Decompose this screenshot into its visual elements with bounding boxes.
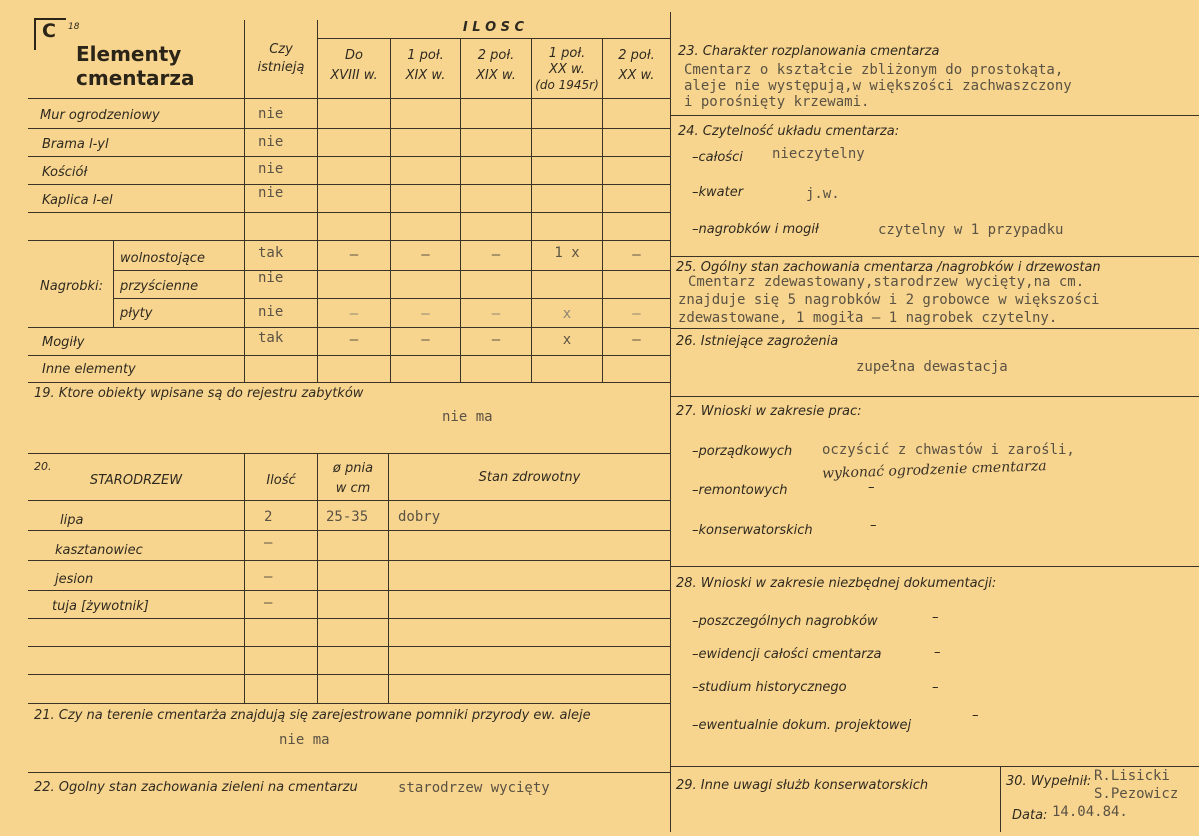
s30-divider <box>1000 766 1001 832</box>
plyty-cell: x <box>562 306 572 322</box>
plyty-value: nie <box>258 304 284 320</box>
wolnostojace-cell: – <box>632 247 641 263</box>
s20-col-starodrzew: STARODRZEW <box>89 473 183 488</box>
row-line <box>113 270 670 271</box>
plyty-cell: – <box>421 306 430 322</box>
s28-item-label: –studium historycznego <box>692 680 847 695</box>
mogily-cell: – <box>632 332 641 348</box>
s30-label: 30. Wypełnił: <box>1006 774 1092 789</box>
period-4-l3: (do 1945r) <box>535 78 599 92</box>
row-line <box>28 382 670 383</box>
mur-label: Mur ogrodzeniowy <box>40 108 160 123</box>
row-line <box>28 240 670 241</box>
wolnostojace-cell: 1 x <box>554 245 580 261</box>
s26-value: zupełna dewastacja <box>856 359 1008 375</box>
s24-calosci-label: –całości <box>692 150 743 165</box>
mogily-cell: – <box>349 332 359 348</box>
s21-value: nie ma <box>279 732 330 748</box>
s28-item-label: –poszczególnych nagrobków <box>692 614 878 629</box>
period-1-l2: XVIII w. <box>330 68 378 83</box>
s19-value: nie ma <box>442 409 493 425</box>
row-line <box>28 560 670 561</box>
s20-row-ilosc: – <box>264 569 273 585</box>
period-2-l1: 1 poł. <box>407 48 444 63</box>
s20-row-ilosc: 2 <box>264 509 273 525</box>
period-3-l2: XIX w. <box>476 68 516 83</box>
kaplica-label: Kaplica l-el <box>42 193 113 208</box>
col-line <box>390 38 391 382</box>
s22-value: starodrzew wycięty <box>398 780 550 796</box>
s25-label: 25. Ogólny stan zachowania cmentarza /nagrobków i drzewostan <box>676 260 1101 275</box>
s24-calosci-value: nieczytelny <box>772 146 865 162</box>
s24-nagrobkow-label: –nagrobków i mogił <box>692 222 819 237</box>
mogily-cell: x <box>562 332 572 348</box>
period-4-l1: 1 poł. <box>548 46 586 61</box>
right-line <box>670 115 1199 116</box>
row-line <box>28 212 670 213</box>
plyty-cell: – <box>349 306 359 322</box>
s23-line: Cmentarz o kształcie zbliżonym do prostokąta, <box>684 62 1064 78</box>
s28-item-label: –ewidencji całości cmentarza <box>692 647 882 662</box>
s27-remontowych-value: – <box>868 480 875 495</box>
wolnostojace-cell: – <box>349 247 359 263</box>
s20-row-name: kasztanowiec <box>55 543 143 558</box>
s26-label: 26. Istniejące zagrożenia <box>676 334 839 349</box>
wolnostojace-cell: – <box>421 247 430 263</box>
mogily-cell: – <box>491 332 501 348</box>
s20-num: 20. <box>34 460 52 473</box>
plyty-cell: – <box>632 306 641 322</box>
s20-row-ilosc: – <box>264 535 273 551</box>
s20-col-line <box>388 453 389 703</box>
brama-value: nie <box>258 134 284 150</box>
s20-row-name: lipa <box>60 513 84 528</box>
wolnostojace-label: wolnostojące <box>120 251 205 266</box>
s27-label: 27. Wnioski w zakresie prac: <box>676 404 862 419</box>
title-line2: cmentarza <box>76 66 195 90</box>
col-line <box>602 38 603 382</box>
col-line <box>460 38 461 382</box>
plyty-cell: – <box>491 306 501 322</box>
col-line <box>113 240 114 327</box>
s20-row-stan: dobry <box>398 509 441 525</box>
s21-top-line <box>28 703 670 704</box>
s25-line: zdewastowane, 1 mogiła – 1 nagrobek czytelny. <box>678 310 1058 326</box>
s20-top-line <box>28 453 670 454</box>
right-line <box>670 256 1199 257</box>
left-header-bottom <box>28 98 670 99</box>
s25-line: znajduje się 5 nagrobków i 2 grobowce w większości <box>678 292 1100 308</box>
s23-label: 23. Charakter rozplanowania cmentarza <box>678 44 940 59</box>
s30-data-label: Data: <box>1012 808 1048 823</box>
s20-col-line <box>244 453 245 703</box>
period-4-l2: XX w. <box>549 62 585 77</box>
czy-header-2: istnieją <box>257 60 305 75</box>
s20-col-pnia-2: w cm <box>335 481 371 496</box>
wolnostojace-cell: – <box>491 247 501 263</box>
nagrobki-label: Nagrobki: <box>40 279 104 294</box>
s20-col-ilosc: Ilość <box>266 473 296 488</box>
s24-nagrobkow-value: czytelny w 1 przypadku <box>878 222 1064 238</box>
ilosc-header: I L O S C <box>462 20 525 35</box>
s24-kwater-value: j.w. <box>806 186 840 202</box>
s20-col-stan: Stan zdrowotny <box>478 470 581 485</box>
s30-name2: S.Pezowicz <box>1094 786 1179 802</box>
s20-row-pnia: 25-35 <box>326 509 369 525</box>
przyscienne-label: przyścienne <box>120 279 199 294</box>
s20-row-name: tuja [żywotnik] <box>52 599 149 614</box>
s23-line: i porośnięty krzewami. <box>684 94 870 110</box>
row-line <box>28 355 670 356</box>
center-divider <box>670 12 671 832</box>
s28-item-value: – <box>934 645 941 660</box>
right-line <box>670 766 1199 767</box>
s27-konserwatorskich-label: –konserwatorskich <box>692 523 813 538</box>
section-number: 18 <box>68 22 80 32</box>
row-line <box>28 618 670 619</box>
s19-label: 19. Ktore obiekty wpisane są do rejestru zabytków <box>34 386 364 401</box>
kosciol-label: Kościół <box>42 165 88 180</box>
wolnostojace-value: tak <box>258 245 284 261</box>
period-1-l1: Do <box>345 48 363 63</box>
s29-label: 29. Inne uwagi służb konserwatorskich <box>676 778 929 793</box>
s28-item-value: – <box>932 680 939 695</box>
row-line <box>28 674 670 675</box>
row-line <box>28 184 670 185</box>
s30-data-value: 14.04.84. <box>1052 804 1128 820</box>
kaplica-value: nie <box>258 185 284 201</box>
s24-label: 24. Czytelność układu cmentarza: <box>678 124 900 139</box>
inne-label: Inne elementy <box>42 362 136 377</box>
row-line <box>28 590 670 591</box>
s27-remontowych-label: –remontowych <box>692 483 788 498</box>
przyscienne-value: nie <box>258 270 284 286</box>
s20-row-ilosc: – <box>264 595 273 611</box>
s27-konserwatorskich-value: – <box>870 518 877 533</box>
row-line <box>28 128 670 129</box>
plyty-label: płyty <box>120 306 153 321</box>
s20-header-line <box>28 500 670 501</box>
s23-line: aleje nie występują,w większości zachwaszczony <box>684 78 1072 94</box>
row-line <box>28 156 670 157</box>
col-line <box>244 20 245 382</box>
row-line <box>113 298 670 299</box>
row-line <box>28 530 670 531</box>
kosciol-value: nie <box>258 161 284 177</box>
s22-top-line <box>28 772 670 773</box>
section-letter: C <box>42 20 56 42</box>
right-line <box>670 566 1199 567</box>
period-5-l1: 2 poł. <box>618 48 655 63</box>
period-5-l2: XX w. <box>618 68 655 83</box>
s28-item-label: –ewentualnie dokum. projektowej <box>692 718 912 733</box>
s28-item-value: – <box>932 610 939 625</box>
s30-name1: R.Lisicki <box>1094 768 1170 784</box>
s20-row-name: jesion <box>55 572 94 587</box>
s21-label: 21. Czy na terenie cmentarża znajdują się zarejestrowane pomniki przyrody ew. aleje <box>34 708 591 723</box>
s20-col-pnia-1: ø pnia <box>332 461 374 476</box>
s28-label: 28. Wnioski w zakresie niezbędnej dokumentacji: <box>676 576 997 591</box>
s27-porzadkowych-label: –porządkowych <box>692 444 793 459</box>
s25-line: Cmentarz zdewastowany,starodrzew wycięty,na cm. <box>688 274 1085 290</box>
s22-label: 22. Ogolny stan zachowania zieleni na cmentarzu <box>34 780 358 795</box>
right-line <box>670 396 1199 397</box>
s27-porzadkowych-hand: wykonać ogrodzenie cmentarza <box>821 458 1047 482</box>
row-line <box>28 327 670 328</box>
period-3-l1: 2 poł. <box>477 48 515 63</box>
s27-porzadkowych-value: oczyścić z chwastów i zarośli, <box>822 442 1075 458</box>
mogily-cell: – <box>421 332 430 348</box>
mur-value: nie <box>258 106 284 122</box>
ilosc-underline <box>317 38 670 39</box>
period-2-l2: XIX w. <box>405 68 446 83</box>
mogily-label: Mogiły <box>42 335 85 350</box>
right-line <box>670 328 1199 329</box>
row-line <box>28 646 670 647</box>
brama-label: Brama l-yl <box>42 137 109 152</box>
s24-kwater-label: –kwater <box>692 185 744 200</box>
czy-header-1: Czy <box>269 42 293 57</box>
title-line1: Elementy <box>76 42 182 66</box>
mogily-value: tak <box>258 330 284 346</box>
s28-item-value: – <box>972 708 979 723</box>
